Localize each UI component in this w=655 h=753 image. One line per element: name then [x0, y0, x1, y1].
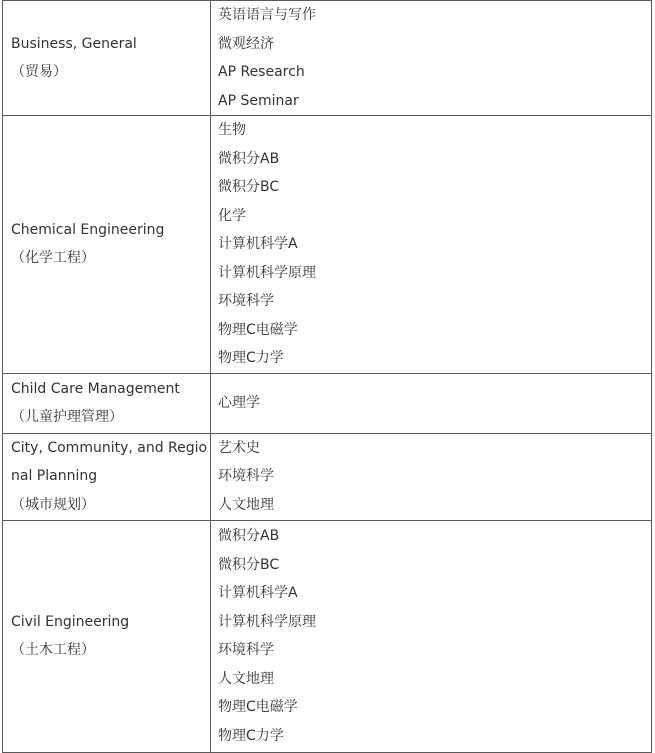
course-cell: [211, 116, 652, 374]
course-item: AP Seminar: [218, 92, 299, 109]
major-cell: [3, 433, 211, 520]
course-item: 微积分BC: [218, 179, 280, 195]
course-item: 计算机科学原理: [218, 613, 316, 630]
major-name-en: Chemical Engineering: [11, 221, 165, 238]
major-cell: [3, 1, 211, 116]
course-item: 计算机科学原理: [218, 264, 316, 281]
major-name-cn: （儿童护理管理）: [11, 409, 123, 425]
major-cell: [3, 116, 211, 374]
course-item: 物理C电磁学: [218, 321, 298, 338]
major-cell: [3, 373, 211, 433]
major-cell: [3, 520, 211, 752]
course-item: 物理C力学: [218, 727, 284, 744]
course-item: 英语语言与写作: [218, 7, 316, 23]
course-item: 微积分AB: [218, 528, 280, 544]
course-item: 艺术史: [218, 439, 260, 456]
course-item: 计算机科学A: [218, 236, 298, 252]
course-item: 物理C力学: [218, 350, 284, 366]
major-name-cn: （贸易）: [11, 64, 67, 80]
major-name-cn: （土木工程）: [11, 642, 95, 658]
course-cell: [211, 433, 652, 520]
table-row: [3, 1, 652, 116]
course-item: 心理学: [218, 394, 260, 411]
table-row: [3, 433, 652, 520]
major-name-en-line-2: nal Planning: [11, 468, 98, 485]
major-name-cn: （化学工程）: [11, 250, 95, 267]
major-name-en-line-1: City, Community, and Regio: [11, 439, 208, 456]
table-row: [3, 373, 652, 433]
table-row: [3, 520, 652, 752]
course-item: 人文地理: [218, 496, 274, 513]
course-item: 化学: [218, 207, 246, 224]
course-item: 微积分BC: [218, 556, 280, 573]
course-item: 微积分AB: [218, 150, 280, 167]
major-name-en: Business, General: [11, 35, 137, 52]
course-cell: [211, 1, 652, 116]
course-item: AP Research: [218, 64, 305, 80]
major-name-en: Child Care Management: [11, 380, 180, 397]
course-item: 环境科学: [218, 293, 274, 309]
table-row: [3, 116, 652, 374]
major-name-cn: （城市规划）: [11, 496, 95, 513]
major-name-en: Civil Engineering: [11, 613, 130, 630]
course-item: 生物: [218, 122, 246, 138]
course-item: 人文地理: [218, 670, 274, 687]
course-cell: [211, 373, 652, 433]
course-item: 微观经济: [218, 35, 274, 52]
course-cell: [211, 520, 652, 752]
course-item: 环境科学: [218, 468, 274, 485]
course-item: 环境科学: [218, 642, 274, 658]
major-course-table: [2, 0, 652, 753]
course-item: 计算机科学A: [218, 585, 298, 601]
course-item: 物理C电磁学: [218, 699, 298, 715]
